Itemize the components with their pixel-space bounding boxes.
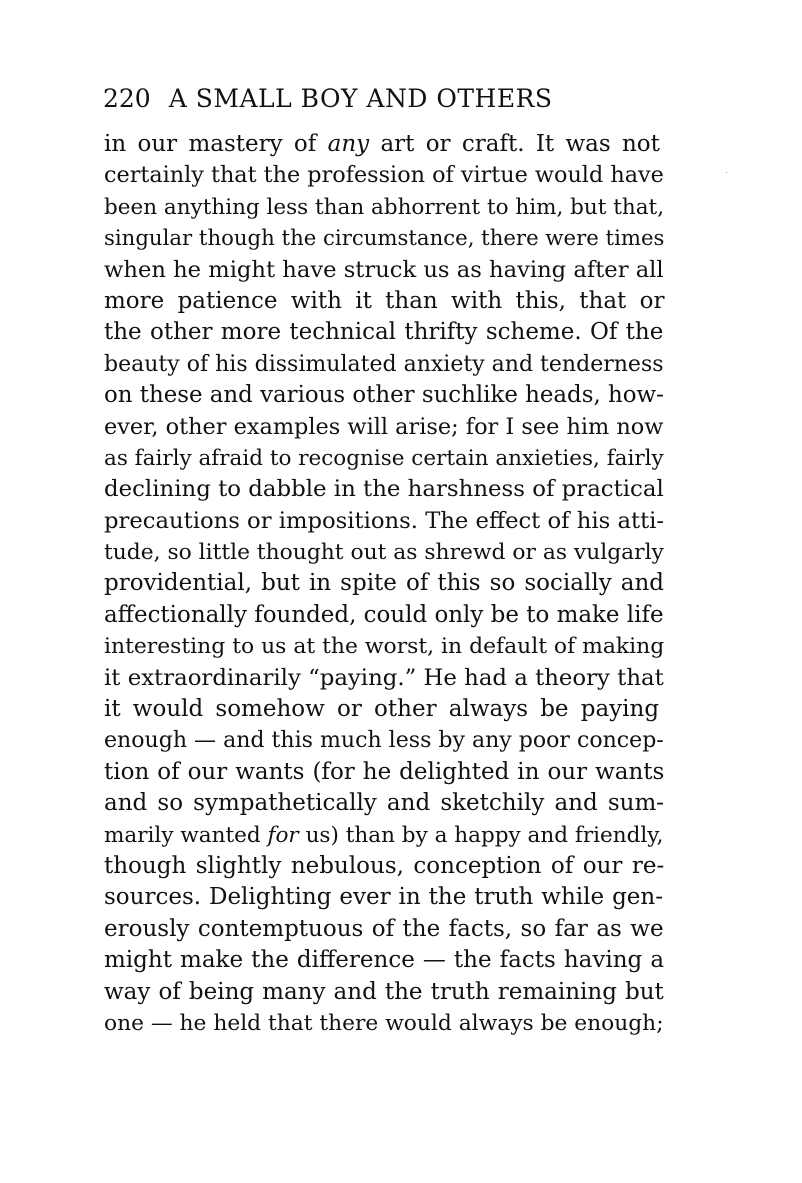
text-segment: more patience with it than with this, that or: [104, 287, 665, 314]
text-segment: way of being many and the truth remaining but: [104, 978, 664, 1005]
scan-speck: [726, 172, 727, 173]
text-segment: enough — and this much less by any poor concep-: [104, 728, 664, 754]
text-line: [104, 663, 664, 694]
body-text: [104, 129, 664, 1039]
text-segment: on these and various other suchlike heads, how-: [104, 382, 664, 409]
text-line: [104, 443, 664, 474]
text-segment: and so sympathetically and sketchily and sum-: [104, 790, 665, 817]
text-segment: singular though the circumstance, there were times: [104, 226, 665, 252]
text-line: [104, 255, 664, 286]
text-segment: beauty of his dissimulated anxiety and tenderness: [104, 351, 664, 377]
italic-text: any: [327, 131, 370, 157]
text-line: [104, 820, 664, 851]
text-line: [104, 568, 664, 599]
text-line: [104, 977, 664, 1008]
text-line: [104, 192, 664, 223]
text-segment: as fairly afraid to recognise certain anxieties, fairly: [104, 445, 664, 471]
text-line: [104, 694, 664, 725]
text-line: [104, 380, 664, 411]
text-segment: marily wanted: [104, 822, 268, 848]
text-line: [104, 851, 664, 882]
text-segment: art or craft. It was not: [369, 131, 660, 157]
text-line: [104, 129, 664, 160]
text-line: [104, 1008, 664, 1039]
text-line: [104, 882, 664, 913]
text-segment: in our mastery of: [104, 131, 328, 157]
text-line: [104, 537, 664, 568]
text-line: [104, 474, 664, 505]
text-line: [104, 286, 664, 317]
text-line: [104, 506, 664, 537]
text-segment: sources. Delighting ever in the truth while gen-: [104, 884, 663, 911]
text-segment: it extraordinarily “paying.” He had a theory that: [104, 664, 664, 691]
text-line: [104, 914, 664, 945]
text-segment: us) than by a happy and friendly,: [298, 822, 664, 848]
text-segment: the other more technical thrifty scheme. Of the: [104, 319, 664, 346]
text-segment: been anything less than abhorrent to him, but that,: [104, 194, 665, 220]
text-segment: when he might have struck us as having after all: [104, 256, 664, 283]
text-line: [104, 349, 664, 380]
text-segment: providential, but in spite of this so socially and: [104, 570, 664, 597]
text-line: [104, 412, 664, 443]
italic-text: for: [267, 822, 299, 848]
text-line: [104, 945, 664, 976]
text-segment: certainly that the profession of virtue would have: [104, 162, 664, 189]
running-head: A SMALL BOY AND OTHERS: [168, 84, 553, 113]
text-segment: affectionally founded, could only be to make life: [104, 601, 664, 628]
text-segment: ever, other examples will arise; for I see him now: [104, 413, 664, 440]
page-number: 220: [103, 84, 151, 113]
text-line: [104, 317, 664, 348]
text-segment: precautions or impositions. The effect of his atti-: [104, 507, 665, 534]
text-segment: though slightly nebulous, conception of our re-: [104, 852, 665, 879]
text-segment: it would somehow or other always be paying: [104, 696, 660, 723]
text-segment: tion of our wants (for he delighted in our wants: [104, 758, 665, 785]
text-segment: interesting to us at the worst, in default of making: [104, 634, 665, 660]
text-line: [104, 631, 664, 662]
text-segment: declining to dabble in the harshness of practical: [104, 476, 664, 503]
text-line: [104, 788, 664, 819]
page-header: [103, 84, 673, 114]
text-segment: tude, so little thought out as shrewd or as vulgarly: [104, 540, 664, 566]
text-line: [104, 223, 664, 254]
text-line: [104, 757, 664, 788]
text-segment: erously contemptuous of the facts, so far as we: [104, 915, 664, 942]
text-segment: one — he held that there would always be enough;: [104, 1010, 664, 1036]
text-line: [104, 725, 664, 756]
text-line: [104, 160, 664, 191]
text-segment: might make the difference — the facts having a: [104, 947, 665, 974]
text-line: [104, 600, 664, 631]
